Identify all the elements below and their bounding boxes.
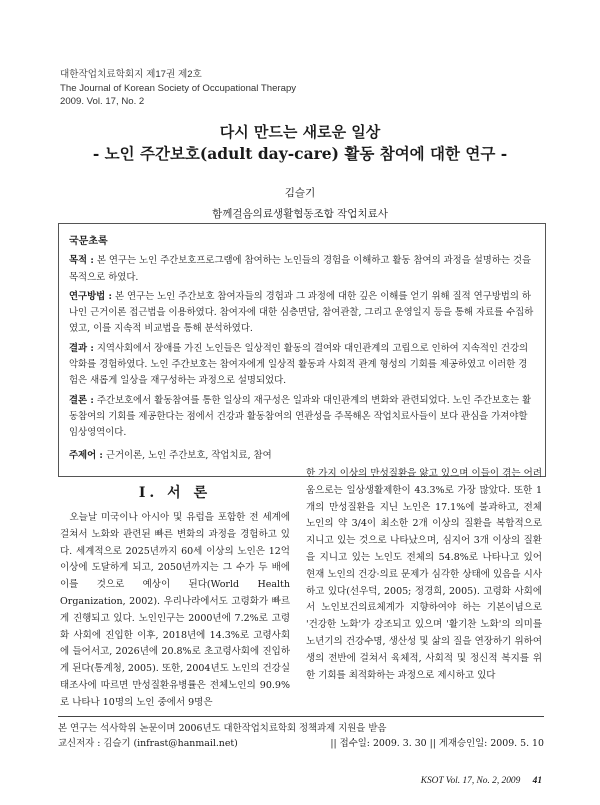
author-block	[0, 183, 600, 225]
journal-volume: 2009. Vol. 17, No. 2	[60, 96, 145, 107]
purpose-text: 본 연구는 노인 주간보호프로그램에 참여하는 노인들의 경험을 이해하고 활동 참여의 과정을 설명하는 것을 목적으로 하였다.	[69, 255, 532, 283]
body-left-column	[60, 510, 290, 712]
abstract-keywords	[69, 448, 535, 464]
result-label: 결과 :	[69, 342, 94, 354]
keywords-text: 근거이론, 노인 주간보호, 작업치료, 참여	[105, 449, 272, 461]
purpose-label: 목적 :	[69, 255, 94, 267]
author-name: 김슬기	[284, 187, 316, 199]
footnote	[58, 721, 544, 751]
abstract-purpose	[69, 253, 535, 286]
page-footer	[421, 776, 542, 786]
paper-title-subtitle: - 노인 주간보호(adult day-care) 활동 참여에 대한 연구 -	[92, 144, 508, 163]
abstract-result	[69, 341, 535, 390]
abstract-box	[58, 223, 546, 477]
body-paragraph-left: 오늘날 미국이나 아시아 및 유럽을 포함한 전 세계에 걸쳐서 노화와 관련된 빠른 변화의 과정을 경험하고 있다. 세계적으로 2025년까지 60세 이상의 노인은 12억이상에 도달하게 되고, 2050년까지는 그 수가 두 배에 이를 것으로 예상이 된다(World Health Organization, 2002). 우리나라에서도 고령화가 빠르게 진행되고 있다. 노인인구는 2000년에 7.2%로 고령화 사회에 진입한 이후, 2018년에 14.3%로 고령사회에 들어서고, 2026년에 20.8%로 초고령사회에 진입하게 된다(통계청, 2005). 또한, 2004년도 노인의 건강실태조사에 따르면 만성질환유병률은 전체노인의 90.9%로 나타나 10명의 노인 중에서 9명은	[60, 512, 290, 708]
footnote-divider	[58, 716, 544, 717]
abstract-heading: 국문초록	[69, 236, 108, 247]
body-paragraph-right: 한 가지 이상의 만성질환을 앓고 있으며 이들이 겪는 어려움으로는 일상생활제한이 43.3%로 가장 많았다. 또한 1개의 만성질환을 지닌 노인은 17.1%에 불과하고, 전체 노인의 약 3/4이 최소한 2개 이상의 질환을 복합적으로 지니고 있는 것으로 나타났으며, 심지어 3개 이상의 질환을 지니고 있는 노인도 전체의 54.8%로 나타나고 있어 현재 노인의 건강·의료 문제가 심각한 상태에 있음을 시사하고 있다(선우덕, 2005; 정경희, 2005). 고령화 사회에서 노인보건의료체계가 지향하여야 하는 기본이념으로 '건강한 노화'가 강조되고 있으며 '활기찬 노화'의 의미를 노년기의 건강수명, 생산성 및 삶의 질을 연장하기 위하여 생의 전반에 걸쳐서 육체적, 사회적 및 정신적 복지를 위한 기회를 최적화하는 과정으로 제시하고 있다	[306, 468, 542, 681]
page-number: 41	[532, 776, 542, 786]
conclusion-text: 주간보호에서 활동참여를 통한 일상의 재구성은 일과와 대인관계의 변화와 관련되었다. 노인 주간보호는 활동참여의 기회를 제공한다는 점에서 건강과 활동참여의 연관성을 주목해온 작업치료사들이 보다 관심을 가져야할 임상영역이다.	[69, 394, 532, 439]
result-text: 지역사회에서 장애를 가진 노인들은 일상적인 활동의 결여와 대인관계의 고립으로 인하여 지속적인 건강의 악화를 경험하였다. 노인 주간보호는 참여자에게 일상적 활동과 사회적 관계 형성의 기회를 제공하였고 이러한 경험은 새롭게 일상을 재구성하는 과정으로 설명되었다.	[69, 342, 529, 387]
method-label: 연구방법 :	[69, 290, 112, 302]
keywords-label: 주제어 :	[69, 449, 103, 461]
paper-title	[0, 121, 600, 165]
author-affiliation: 함께걸음의료생활협동조합 작업치료사	[212, 208, 388, 220]
body-right-column	[306, 466, 542, 684]
journal-english-title: The Journal of Korean Society of Occupational Therapy	[60, 82, 297, 94]
method-text: 본 연구는 노인 주간보호 참여자들의 경험과 그 과정에 대한 깊은 이해를 얻기 위해 질적 연구방법의 하나인 근거이론 접근법을 이용하였다. 참여자에 대한 심층면담, 참여관찰, 그리고 운영일지 등을 통해 자료를 수집하였고, 이를 지속적 비교법을 통해 분석하였다.	[69, 290, 534, 335]
footnote-funding: 본 연구는 석사학위 논문이며 2006년도 대한작업치료학회 정책과제 지원을 받음	[58, 723, 387, 734]
journal-korean-title: 대한작업치료학회지 제17권 제2호	[60, 69, 202, 80]
footer-journal: KSOT Vol. 17, No. 2, 2009	[420, 776, 521, 786]
journal-header	[60, 68, 296, 109]
paper-title-main: 다시 만드는 새로운 일상	[219, 123, 381, 141]
footnote-dates: || 접수일: 2009. 3. 30 || 게재승인일: 2009. 5. 10	[330, 738, 544, 749]
conclusion-label: 결론 :	[69, 394, 94, 406]
section-title-introduction: Ⅰ. 서 론	[138, 485, 212, 501]
abstract-conclusion	[69, 393, 535, 442]
abstract-method	[69, 289, 535, 338]
footnote-corresponding-author: 교신저자 : 김슬기 (infrast@hanmail.net)	[58, 738, 238, 749]
